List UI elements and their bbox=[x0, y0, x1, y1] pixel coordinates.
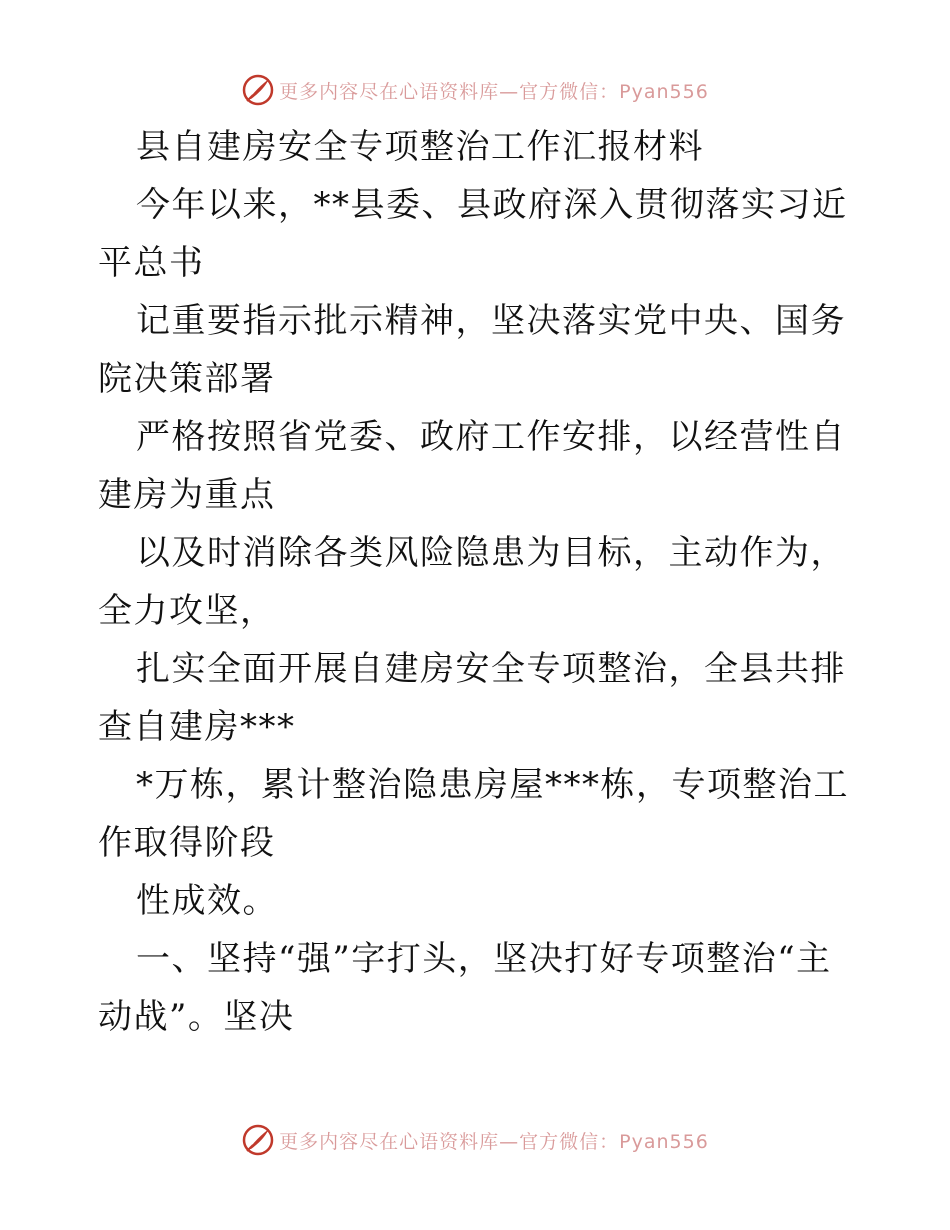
paragraph-4: 以及时消除各类风险隐患为目标，主动作为，全力攻坚， bbox=[98, 533, 846, 631]
paragraph-6: *万栋，累计整治隐患房屋***栋，专项整治工作取得阶段 bbox=[98, 765, 849, 863]
paragraph-8: 一、坚持“强”字打头，坚决打好专项整治“主动战”。坚决 bbox=[98, 939, 832, 1037]
document-body bbox=[98, 118, 858, 1046]
paragraph-7: 性成效。 bbox=[136, 881, 278, 921]
header-watermark-banner bbox=[0, 70, 950, 110]
footer-watermark-banner bbox=[0, 1120, 950, 1160]
paragraph-5: 扎实全面开展自建房安全专项整治，全县共排查自建房*** bbox=[98, 649, 846, 747]
document-title: 县自建房安全专项整治工作汇报材料 bbox=[136, 127, 704, 167]
header-watermark-text: 更多内容尽在心语资料库—官方微信：Pyan556 bbox=[279, 80, 709, 103]
paragraph-3: 严格按照省党委、政府工作安排，以经营性自建房为重点 bbox=[98, 417, 846, 515]
feather-logo-icon bbox=[241, 73, 275, 107]
footer-watermark-text: 更多内容尽在心语资料库—官方微信：Pyan556 bbox=[279, 1130, 709, 1153]
feather-logo-icon bbox=[241, 1123, 275, 1157]
paragraph-2: 记重要指示批示精神，坚决落实党中央、国务院决策部署 bbox=[98, 301, 846, 399]
paragraph-1: 今年以来，**县委、县政府深入贯彻落实习近平总书 bbox=[98, 185, 848, 283]
